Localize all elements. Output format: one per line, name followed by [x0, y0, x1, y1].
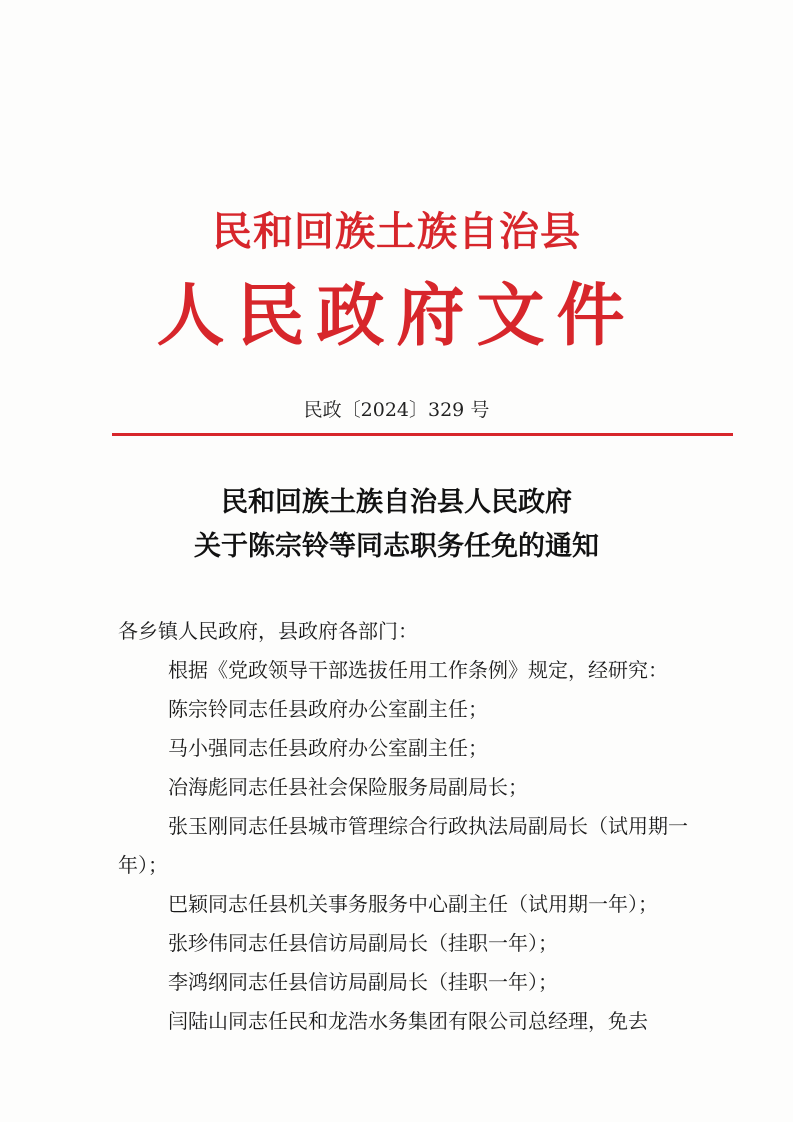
appointment-item: 张珍伟同志任县信访局副局长（挂职一年）；	[168, 931, 558, 955]
appointment-item: 张玉刚同志任县城市管理综合行政执法局副局长（试用期一年）；	[118, 814, 688, 877]
notice-title	[0, 481, 793, 569]
appointment-item: 闫陆山同志任民和龙浩水务集团有限公司总经理，免去	[168, 1009, 648, 1033]
salutation: 各乡镇人民政府，县政府各部门：	[118, 619, 418, 643]
document-number: 民政〔2024〕329 号	[303, 399, 490, 421]
appointment-item: 冶海彪同志任县社会保险服务局副局长；	[168, 775, 528, 799]
notice-title-line-1: 民和回族土族自治县人民政府	[221, 487, 572, 518]
document-type-heading: 人民政府文件	[156, 276, 637, 356]
appointment-item: 陈宗铃同志任县政府办公室副主任；	[168, 697, 488, 721]
appointment-item: 李鸿纲同志任县信访局副局长（挂职一年）；	[168, 970, 558, 994]
body-paragraph: 根据《党政领导干部选拔任用工作条例》规定，经研究：	[168, 658, 668, 682]
issuing-organization: 民和回族土族自治县	[212, 208, 581, 255]
red-divider-line	[112, 433, 733, 436]
notice-title-line-2: 关于陈宗铃等同志职务任免的通知	[194, 531, 599, 562]
appointment-item: 巴颖同志任县机关事务服务中心副主任（试用期一年）；	[168, 892, 658, 916]
appointment-item: 马小强同志任县政府办公室副主任；	[168, 736, 488, 760]
notice-body	[118, 612, 693, 1041]
